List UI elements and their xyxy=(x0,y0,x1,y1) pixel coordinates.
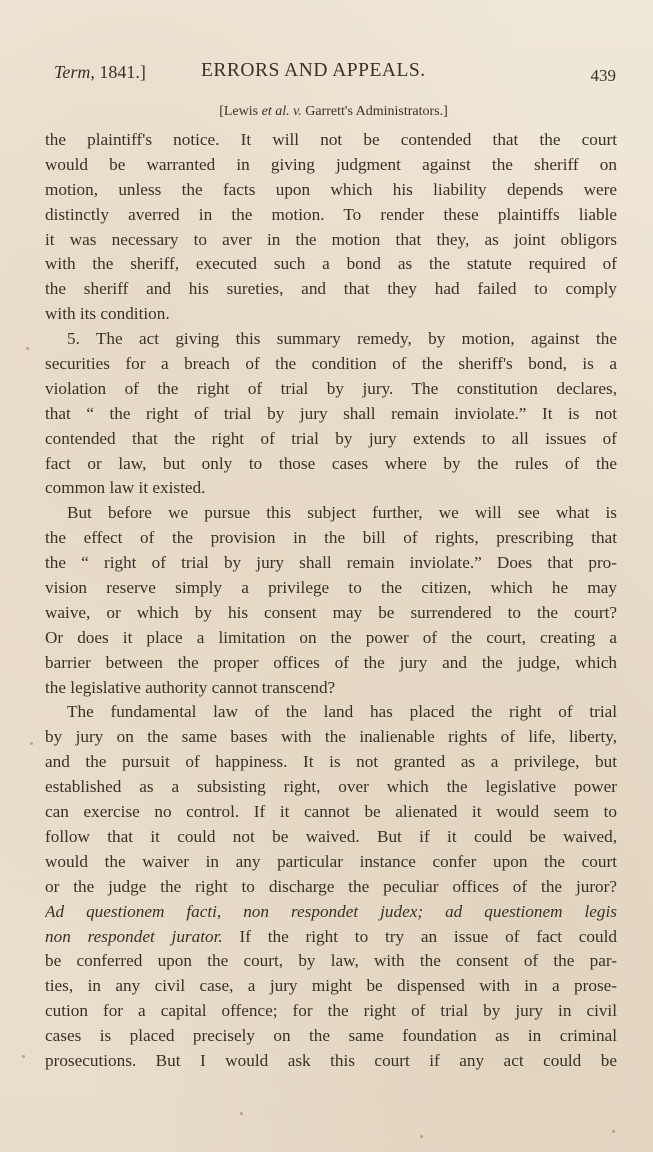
running-head-title: ERRORS AND APPEALS. xyxy=(201,60,426,81)
text-line: violation of the right of trial by jury. The constitution declares, xyxy=(45,378,617,398)
paper-speck xyxy=(26,347,29,350)
paper-speck xyxy=(30,742,33,745)
text-line: The fundamental law of the land has placed the right of trial xyxy=(67,702,617,722)
paper-speck xyxy=(22,1055,25,1058)
text-line: the sheriff and his sureties, and that they had failed to comply xyxy=(45,279,617,299)
text-line: vision reserve simply a privilege to the citizen, which he may xyxy=(45,578,617,598)
text-line xyxy=(45,900,617,925)
page-number: 439 xyxy=(590,66,616,85)
text-line: can exercise no control. If it cannot be alienated it would seem to xyxy=(45,802,617,822)
text-line: contended that the right of trial by jury extends to all issues of xyxy=(45,428,617,448)
text-line: the legislative authority cannot transcend? xyxy=(45,677,336,697)
text-line: common law it existed. xyxy=(45,478,206,498)
latin-maxim-end: non respondet jurator. xyxy=(45,926,223,946)
latin-maxim: Ad questionem facti, non respondet judex; ad questionem legis xyxy=(45,901,617,921)
text-line: it was necessary to aver in the motion that they, as joint obligors xyxy=(45,229,617,249)
text-line: would be warranted in giving judgment against the sheriff on xyxy=(45,154,617,174)
running-head-term xyxy=(54,62,146,83)
text-line: with its condition. xyxy=(45,304,170,324)
text-line: or the judge the right to discharge the peculiar offices of the juror? xyxy=(45,876,617,896)
text-line: by jury on the same bases with the inalienable rights of life, liberty, xyxy=(45,727,617,747)
paper-speck xyxy=(612,1130,615,1133)
text-line: established as a subsisting right, over which the legislative power xyxy=(45,777,617,797)
body-text xyxy=(45,128,617,1074)
text-line: with the sheriff, executed such a bond as the statute required of xyxy=(45,254,617,274)
case-caption-et-al: et al. v. xyxy=(261,104,302,119)
text-line: distinctly averred in the motion. To render these plaintiffs liable xyxy=(45,204,617,224)
term-label: Term, xyxy=(54,62,95,82)
text-line: the “ right of trial by jury shall remain inviolate.” Does that pro- xyxy=(45,553,617,573)
case-caption xyxy=(0,104,653,120)
text-line: securities for a breach of the condition of the sheriff's bond, is a xyxy=(45,354,617,374)
text-line: and the pursuit of happiness. It is not granted as a privilege, but xyxy=(45,752,617,772)
text-line: cution for a capital offence; for the right of trial by jury in civil xyxy=(45,1001,617,1021)
text-line: the effect of the provision in the bill of rights, prescribing that xyxy=(45,528,617,548)
text-line: Or does it place a limitation on the power of the court, creating a xyxy=(45,627,617,647)
text-line: the plaintiff's notice. It will not be contended that the court xyxy=(45,130,617,149)
paper-speck xyxy=(240,1112,243,1115)
running-head xyxy=(54,58,616,88)
text-line: be conferred upon the court, by law, with the consent of the par- xyxy=(45,951,617,971)
case-caption-rest: Garrett's Administrators.] xyxy=(305,104,448,119)
paper-speck xyxy=(420,1135,423,1138)
text-line: follow that it could not be waived. But if it could be waived, xyxy=(45,826,617,846)
text-line: ties, in any civil case, a jury might be dispensed with in a prose- xyxy=(45,976,617,996)
text-line: 5. The act giving this summary remedy, by motion, against the xyxy=(67,329,617,349)
text-line: barrier between the proper offices of the jury and the judge, which xyxy=(45,652,617,672)
text-line-rest: If the right to try an issue of fact could xyxy=(222,926,617,946)
term-year: 1841.] xyxy=(99,62,146,82)
text-line: fact or law, but only to those cases where by the rules of the xyxy=(45,453,617,473)
case-caption-open: [Lewis xyxy=(219,104,259,119)
text-line: that “ the right of trial by jury shall remain inviolate.” It is not xyxy=(45,403,617,423)
text-line: would the waiver in any particular instance confer upon the court xyxy=(45,851,617,871)
text-line: prosecutions. But I would ask this court if any act could be xyxy=(45,1050,617,1070)
text-line: cases is placed precisely on the same foundation as in criminal xyxy=(45,1026,617,1046)
text-line: But before we pursue this subject further, we will see what is xyxy=(67,503,617,523)
text-line: waive, or which by his consent may be surrendered to the court? xyxy=(45,602,617,622)
text-line: motion, unless the facts upon which his liability depends were xyxy=(45,179,617,199)
text-line xyxy=(45,925,617,950)
